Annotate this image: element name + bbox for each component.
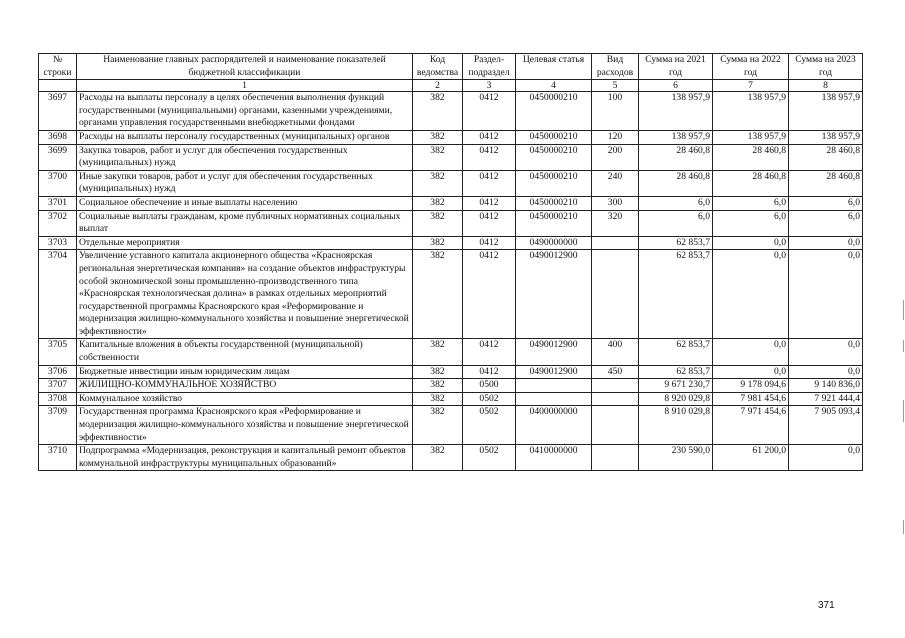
section-cell: 0412: [463, 144, 516, 170]
margin-mark: [903, 300, 904, 320]
header-department-code: Код ведомства: [413, 54, 463, 80]
target-article-cell: 0490012900: [516, 365, 592, 379]
row-number-cell: 3708: [39, 392, 77, 406]
table-row: [39, 339, 863, 365]
target-article-cell: 0410000000: [516, 445, 592, 471]
page-number: 371: [818, 600, 835, 611]
budget-table-sheet: [38, 53, 862, 471]
row-number-cell: 3699: [39, 144, 77, 170]
target-article-cell: [516, 392, 592, 406]
department-code-cell: 382: [413, 406, 463, 445]
margin-mark: [903, 520, 904, 534]
table-row: [39, 250, 863, 339]
row-name-cell: Расходы на выплаты персоналу государственных (муниципальных) органов: [77, 130, 413, 144]
section-cell: 0412: [463, 236, 516, 250]
sum-2023-cell: 28 460,8: [789, 144, 863, 170]
sum-2023-cell: 7 905 093,4: [789, 406, 863, 445]
table-row: [39, 92, 863, 131]
header-expense-type: Вид расходов: [592, 54, 639, 80]
expense-type-cell: 120: [592, 130, 639, 144]
header-name: Наименование главных распорядителей и наименование показателей бюджетной классификации: [77, 54, 413, 80]
table-row: [39, 236, 863, 250]
sum-2021-cell: 28 460,8: [639, 170, 713, 196]
expense-type-cell: [592, 392, 639, 406]
section-cell: 0412: [463, 92, 516, 131]
section-cell: 0500: [463, 379, 516, 393]
sum-2022-cell: 61 200,0: [713, 445, 789, 471]
department-code-cell: 382: [413, 365, 463, 379]
sum-2022-cell: 7 981 454,6: [713, 392, 789, 406]
section-cell: 0412: [463, 365, 516, 379]
column-number: 7: [713, 80, 789, 92]
row-number-cell: 3697: [39, 92, 77, 131]
sum-2022-cell: 0,0: [713, 365, 789, 379]
sum-2021-cell: 9 671 230,7: [639, 379, 713, 393]
row-name-cell: ЖИЛИЩНО-КОММУНАЛЬНОЕ ХОЗЯЙСТВО: [77, 379, 413, 393]
section-cell: 0502: [463, 406, 516, 445]
table-row: [39, 210, 863, 236]
margin-mark: [903, 340, 904, 352]
column-number: 8: [789, 80, 863, 92]
row-name-cell: Социальное обеспечение и иные выплаты населению: [77, 196, 413, 210]
table-header-row: [39, 54, 863, 80]
sum-2021-cell: 62 853,7: [639, 236, 713, 250]
row-name-cell: Капитальные вложения в объекты государственной (муниципальной) собственности: [77, 339, 413, 365]
header-row-number: № строки: [39, 54, 77, 80]
department-code-cell: 382: [413, 339, 463, 365]
header-section: Раздел- подраздел: [463, 54, 516, 80]
expense-type-cell: 300: [592, 196, 639, 210]
department-code-cell: 382: [413, 92, 463, 131]
sum-2023-cell: 0,0: [789, 250, 863, 339]
sum-2021-cell: 8 920 029,8: [639, 392, 713, 406]
section-cell: 0502: [463, 392, 516, 406]
sum-2022-cell: 0,0: [713, 339, 789, 365]
department-code-cell: 382: [413, 130, 463, 144]
department-code-cell: 382: [413, 144, 463, 170]
sum-2023-cell: 28 460,8: [789, 170, 863, 196]
department-code-cell: 382: [413, 250, 463, 339]
table-row: [39, 170, 863, 196]
department-code-cell: 382: [413, 392, 463, 406]
sum-2021-cell: 8 910 029,8: [639, 406, 713, 445]
sum-2022-cell: 0,0: [713, 250, 789, 339]
target-article-cell: 0490012900: [516, 250, 592, 339]
sum-2023-cell: 138 957,9: [789, 92, 863, 131]
expense-type-cell: 200: [592, 144, 639, 170]
row-number-cell: 3707: [39, 379, 77, 393]
section-cell: 0412: [463, 130, 516, 144]
department-code-cell: 382: [413, 379, 463, 393]
row-number-cell: 3704: [39, 250, 77, 339]
row-name-cell: Закупка товаров, работ и услуг для обеспечения государственных (муниципальных) нужд: [77, 144, 413, 170]
section-cell: 0412: [463, 250, 516, 339]
target-article-cell: 0400000000: [516, 406, 592, 445]
header-sum-2021: Сумма на 2021 год: [639, 54, 713, 80]
sum-2023-cell: 6,0: [789, 196, 863, 210]
sum-2022-cell: 28 460,8: [713, 144, 789, 170]
table-row: [39, 445, 863, 471]
header-sum-2023: Сумма на 2023 год: [789, 54, 863, 80]
section-cell: 0502: [463, 445, 516, 471]
target-article-cell: 0450000210: [516, 210, 592, 236]
table-row: [39, 130, 863, 144]
row-name-cell: Отдельные мероприятия: [77, 236, 413, 250]
target-article-cell: 0450000210: [516, 144, 592, 170]
department-code-cell: 382: [413, 196, 463, 210]
row-number-cell: 3710: [39, 445, 77, 471]
expense-type-cell: [592, 406, 639, 445]
row-name-cell: Иные закупки товаров, работ и услуг для обеспечения государственных (муниципальных) нужд: [77, 170, 413, 196]
sum-2021-cell: 230 590,0: [639, 445, 713, 471]
column-numbering-row: [39, 80, 863, 92]
sum-2023-cell: 0,0: [789, 339, 863, 365]
department-code-cell: 382: [413, 210, 463, 236]
sum-2023-cell: 0,0: [789, 445, 863, 471]
row-name-cell: Подпрограмма «Модернизация, реконструкция и капитальный ремонт объектов коммунальной инфраструктуры муниципальных образований»: [77, 445, 413, 471]
target-article-cell: 0490012900: [516, 339, 592, 365]
header-target-article: Целевая статья: [516, 54, 592, 80]
row-name-cell: Бюджетные инвестиции иным юридическим лицам: [77, 365, 413, 379]
table-row: [39, 392, 863, 406]
target-article-cell: 0450000210: [516, 170, 592, 196]
expense-type-cell: [592, 250, 639, 339]
column-number: 2: [413, 80, 463, 92]
section-cell: 0412: [463, 339, 516, 365]
sum-2022-cell: 138 957,9: [713, 92, 789, 131]
target-article-cell: 0490000000: [516, 236, 592, 250]
column-number: 1: [77, 80, 413, 92]
column-number: 5: [592, 80, 639, 92]
row-number-cell: 3705: [39, 339, 77, 365]
target-article-cell: 0450000210: [516, 130, 592, 144]
sum-2021-cell: 62 853,7: [639, 339, 713, 365]
section-cell: 0412: [463, 210, 516, 236]
expense-type-cell: 240: [592, 170, 639, 196]
target-article-cell: 0450000210: [516, 196, 592, 210]
sum-2021-cell: 62 853,7: [639, 365, 713, 379]
target-article-cell: [516, 379, 592, 393]
sum-2021-cell: 138 957,9: [639, 92, 713, 131]
row-number-cell: 3706: [39, 365, 77, 379]
table-row: [39, 406, 863, 445]
budget-table: [38, 53, 863, 471]
expense-type-cell: [592, 445, 639, 471]
sum-2023-cell: 0,0: [789, 236, 863, 250]
table-row: [39, 379, 863, 393]
sum-2021-cell: 28 460,8: [639, 144, 713, 170]
expense-type-cell: 400: [592, 339, 639, 365]
department-code-cell: 382: [413, 170, 463, 196]
row-number-cell: 3709: [39, 406, 77, 445]
sum-2021-cell: 6,0: [639, 196, 713, 210]
row-name-cell: Коммунальное хозяйство: [77, 392, 413, 406]
sum-2021-cell: 62 853,7: [639, 250, 713, 339]
row-number-cell: 3703: [39, 236, 77, 250]
row-name-cell: Социальные выплаты гражданам, кроме публичных нормативных социальных выплат: [77, 210, 413, 236]
sum-2023-cell: 6,0: [789, 210, 863, 236]
column-number: 6: [639, 80, 713, 92]
row-name-cell: Расходы на выплаты персоналу в целях обеспечения выполнения функций государственными (муниципальными) органами, казенными учреждениями, органами управления государственными внебюджетными фондами: [77, 92, 413, 131]
expense-type-cell: [592, 379, 639, 393]
sum-2023-cell: 9 140 836,0: [789, 379, 863, 393]
sum-2023-cell: 138 957,9: [789, 130, 863, 144]
section-cell: 0412: [463, 196, 516, 210]
margin-mark: [903, 400, 904, 422]
sum-2022-cell: 0,0: [713, 236, 789, 250]
row-number-cell: 3698: [39, 130, 77, 144]
row-number-cell: 3701: [39, 196, 77, 210]
sum-2022-cell: 28 460,8: [713, 170, 789, 196]
expense-type-cell: 450: [592, 365, 639, 379]
header-sum-2022: Сумма на 2022 год: [713, 54, 789, 80]
row-number-cell: 3702: [39, 210, 77, 236]
table-row: [39, 365, 863, 379]
column-number: 3: [463, 80, 516, 92]
row-name-cell: Увеличение уставного капитала акционерного общества «Красноярская региональная энергетическая компания» на создание объектов инфраструктуры особой экономической зоны промышленно-производственного типа «Красноярская технологическая долина» в рамках отдельных мероприятий государственной программы Красноярского края «Реформирование и модернизация жилищно-коммунального хозяйства и повышение энергетической эффективности»: [77, 250, 413, 339]
table-body: [39, 92, 863, 471]
row-number-cell: 3700: [39, 170, 77, 196]
sum-2023-cell: 7 921 444,4: [789, 392, 863, 406]
sum-2022-cell: 9 178 094,6: [713, 379, 789, 393]
sum-2022-cell: 6,0: [713, 196, 789, 210]
expense-type-cell: [592, 236, 639, 250]
sum-2022-cell: 7 971 454,6: [713, 406, 789, 445]
column-number: 4: [516, 80, 592, 92]
department-code-cell: 382: [413, 236, 463, 250]
sum-2022-cell: 6,0: [713, 210, 789, 236]
section-cell: 0412: [463, 170, 516, 196]
expense-type-cell: 100: [592, 92, 639, 131]
sum-2021-cell: 138 957,9: [639, 130, 713, 144]
column-number: [39, 80, 77, 92]
table-row: [39, 144, 863, 170]
row-name-cell: Государственная программа Красноярского края «Реформирование и модернизация жилищно-коммунального хозяйства и повышение энергетической эффективности»: [77, 406, 413, 445]
sum-2023-cell: 0,0: [789, 365, 863, 379]
table-row: [39, 196, 863, 210]
target-article-cell: 0450000210: [516, 92, 592, 131]
sum-2021-cell: 6,0: [639, 210, 713, 236]
expense-type-cell: 320: [592, 210, 639, 236]
department-code-cell: 382: [413, 445, 463, 471]
sum-2022-cell: 138 957,9: [713, 130, 789, 144]
